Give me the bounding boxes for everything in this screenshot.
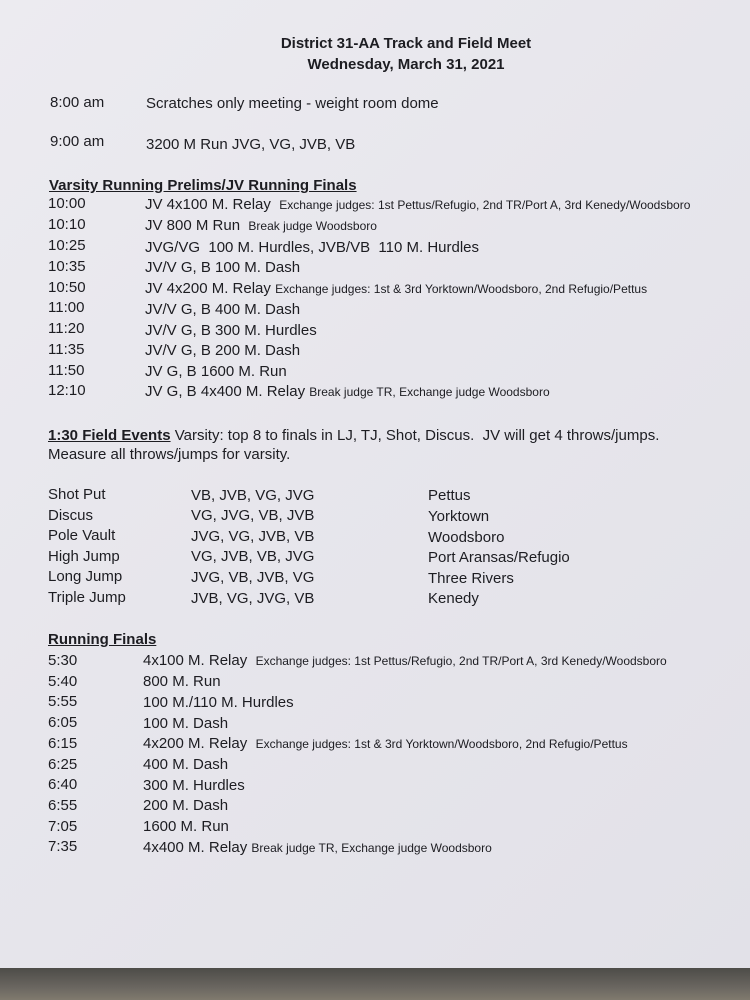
prelims-time: 11:20: [48, 320, 85, 337]
finals-event: 100 M. Dash: [143, 715, 229, 732]
finals-time: 6:55: [48, 797, 78, 814]
field-event-name: Pole Vault: [48, 527, 116, 544]
event-note: Exchange judges: 1st & 3rd Yorktown/Woodsboro, 2nd Refugio/Pettus: [275, 282, 648, 296]
finals-event: 100 M./110 M. Hurdles: [143, 694, 294, 711]
field-event-divisions: JVB, VG, JVG, VB: [191, 590, 315, 607]
field-event-divisions: JVG, VB, JVB, VG: [191, 569, 315, 586]
finals-time: 6:25: [48, 756, 78, 773]
finals-event: [143, 652, 667, 669]
finals-event: 300 M. Hurdles: [143, 777, 245, 794]
event-note: Break judge Woodsboro: [248, 219, 377, 233]
finals-event: [143, 735, 628, 752]
finals-time: 6:15: [48, 735, 78, 752]
field-event-name: Long Jump: [48, 568, 123, 585]
prelims-time: 10:00: [48, 195, 86, 212]
field-event-divisions: VG, JVB, VB, JVG: [191, 548, 315, 565]
field-event-judge: Three Rivers: [428, 570, 514, 587]
field-event-judge: Woodsboro: [428, 529, 505, 546]
field-event-name: High Jump: [48, 548, 120, 565]
prelims-event: JV/V G, B 100 M. Dash: [145, 259, 301, 276]
field-event-name: Discus: [48, 507, 94, 524]
prelims-time: 11:35: [48, 341, 85, 358]
event-label: JV 4x100 M. Relay: [145, 196, 271, 213]
field-event-divisions: VB, JVB, VG, JVG: [191, 487, 315, 504]
finals-time: 6:40: [48, 776, 78, 793]
prelims-event: JV G, B 1600 M. Run: [145, 363, 287, 380]
field-event-judge: Pettus: [428, 487, 471, 504]
field-heading: 1:30 Field Events: [48, 427, 171, 444]
prelims-event: [145, 383, 550, 400]
prelims-event: JV/V G, B 300 M. Hurdles: [145, 322, 317, 339]
event-label: 4x400 M. Relay: [143, 839, 248, 856]
meet-title: District 31-AA Track and Field Meet: [280, 35, 532, 52]
prelims-time: 10:50: [48, 279, 86, 296]
prelims-event: JV/V G, B 400 M. Dash: [145, 301, 301, 318]
prelims-event: [145, 217, 377, 234]
intro-text-2: 3200 M Run JVG, VG, JVB, VB: [146, 136, 356, 153]
finals-event: 400 M. Dash: [143, 756, 229, 773]
finals-time: 7:35: [48, 838, 78, 855]
meet-date: Wednesday, March 31, 2021: [307, 56, 505, 73]
finals-time: 5:40: [48, 673, 78, 690]
event-note: Exchange judges: 1st & 3rd Yorktown/Woodsboro, 2nd Refugio/Pettus: [255, 737, 628, 751]
field-event-judge: Kenedy: [428, 590, 479, 607]
prelims-time: 10:25: [48, 237, 86, 254]
prelims-event: JVG/VG 100 M. Hurdles, JVB/VB 110 M. Hurdles: [145, 239, 480, 256]
event-label: 4x100 M. Relay: [143, 652, 248, 669]
intro-time-1: 8:00 am: [50, 94, 105, 111]
field-rules: Varsity: top 8 to finals in LJ, TJ, Shot, Discus. JV will get 4 throws/jumps.: [170, 427, 660, 444]
field-rules-2: Measure all throws/jumps for varsity.: [48, 446, 291, 463]
finals-event: [143, 839, 492, 856]
event-note: Break judge TR, Exchange judge Woodsboro: [251, 841, 492, 855]
finals-event: 1600 M. Run: [143, 818, 229, 835]
event-label: JV G, B 4x400 M. Relay: [145, 383, 306, 400]
field-event-name: Shot Put: [48, 486, 106, 503]
finals-time: 7:05: [48, 818, 78, 835]
event-label: JV 800 M Run: [145, 217, 241, 234]
field-event-name: Triple Jump: [48, 589, 126, 606]
event-label: 4x200 M. Relay: [143, 735, 248, 752]
finals-time: 5:55: [48, 693, 78, 710]
prelims-event: [145, 280, 647, 297]
event-label: JV 4x200 M. Relay: [145, 280, 271, 297]
event-note: Exchange judges: 1st Pettus/Refugio, 2nd TR/Port A, 3rd Kenedy/Woodsboro: [255, 654, 667, 668]
prelims-time: 10:10: [48, 216, 86, 233]
field-event-divisions: JVG, VG, JVB, VB: [191, 528, 315, 545]
prelims-event: [145, 196, 690, 213]
prelims-time: 12:10: [48, 382, 86, 399]
finals-time: 5:30: [48, 652, 78, 669]
field-event-judge: Port Aransas/Refugio: [428, 549, 570, 566]
intro-time-2: 9:00 am: [50, 133, 105, 150]
event-note: Exchange judges: 1st Pettus/Refugio, 2nd TR/Port A, 3rd Kenedy/Woodsboro: [279, 198, 691, 212]
prelims-time: 11:00: [48, 299, 85, 316]
finals-time: 6:05: [48, 714, 78, 731]
finals-event: 800 M. Run: [143, 673, 221, 690]
finals-heading: Running Finals: [48, 631, 157, 648]
field-event-judge: Yorktown: [428, 508, 490, 525]
prelims-time: 10:35: [48, 258, 86, 275]
prelims-heading: Varsity Running Prelims/JV Running Finals: [49, 177, 357, 194]
field-event-divisions: VG, JVG, VB, JVB: [191, 507, 315, 524]
floor-edge: [0, 968, 750, 1000]
prelims-time: 11:50: [48, 362, 85, 379]
field-description: [48, 427, 659, 444]
intro-text-1: Scratches only meeting - weight room dome: [146, 95, 439, 112]
prelims-event: JV/V G, B 200 M. Dash: [145, 342, 301, 359]
event-note: Break judge TR, Exchange judge Woodsboro: [309, 385, 550, 399]
finals-event: 200 M. Dash: [143, 797, 229, 814]
